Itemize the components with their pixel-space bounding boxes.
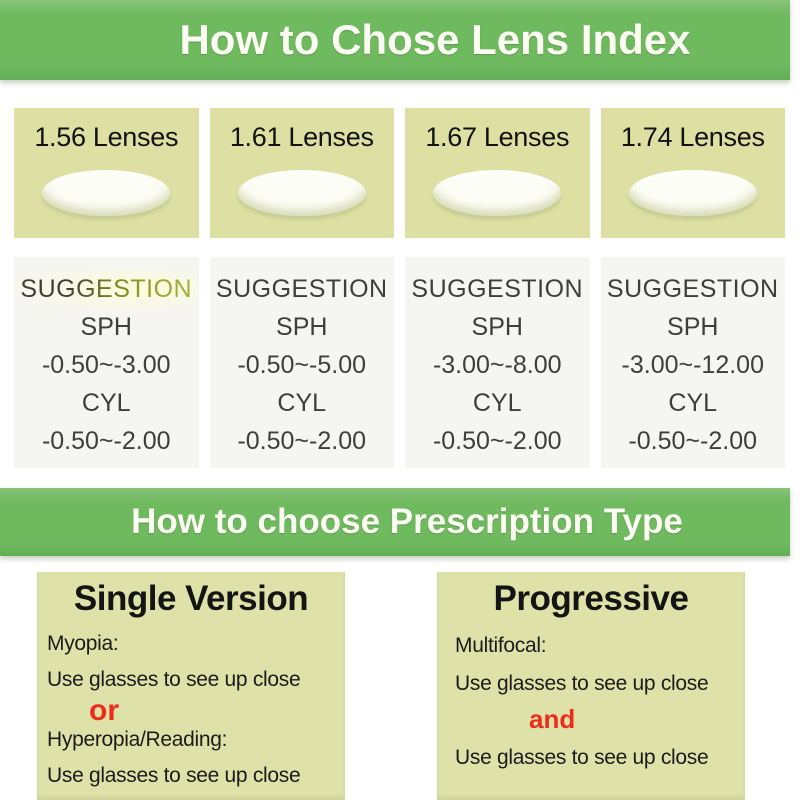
box-title: Progressive bbox=[493, 579, 689, 618]
lens-disc-image bbox=[238, 170, 366, 216]
lens-disc-image bbox=[629, 170, 757, 216]
connector-word-and: and bbox=[529, 704, 576, 734]
cyl-label: CYL bbox=[277, 389, 327, 417]
cyl-range: -0.50~-2.00 bbox=[237, 427, 367, 455]
lens-index-banner bbox=[0, 0, 790, 80]
suggestion-heading-text: SUGGESTION bbox=[20, 275, 193, 303]
suggestion-heading: SUGGESTION bbox=[215, 275, 388, 303]
condition-desc: Use glasses to see up close bbox=[47, 668, 301, 691]
lens-label: 1.56 Lenses bbox=[34, 122, 179, 152]
lens-label: 1.61 Lenses bbox=[229, 122, 374, 152]
condition-label-multifocal: Multifocal: bbox=[455, 634, 547, 657]
cyl-label: CYL bbox=[668, 389, 718, 417]
sph-range: -0.50~-5.00 bbox=[237, 351, 367, 379]
sph-label: SPH bbox=[276, 313, 328, 341]
box-title: Single Version bbox=[73, 579, 309, 618]
suggestion-table bbox=[14, 257, 785, 468]
cyl-range: -0.50~-2.00 bbox=[628, 427, 758, 455]
lens-option-156 bbox=[14, 108, 199, 238]
prescription-type-banner-title: How to choose Prescription Type bbox=[131, 502, 683, 541]
lens-label: 1.74 Lenses bbox=[620, 122, 765, 152]
sph-range: -3.00~-12.00 bbox=[621, 351, 764, 379]
cyl-range: -0.50~-2.00 bbox=[432, 427, 562, 455]
sph-label: SPH bbox=[667, 313, 719, 341]
cyl-range: -0.50~-2.00 bbox=[41, 427, 171, 455]
lens-label: 1.67 Lenses bbox=[425, 122, 570, 152]
prescription-box-progressive bbox=[437, 572, 745, 800]
lens-option-161 bbox=[210, 108, 395, 238]
suggestion-column-167 bbox=[405, 257, 590, 468]
cyl-label: CYL bbox=[81, 389, 131, 417]
sph-label: SPH bbox=[80, 313, 132, 341]
suggestion-column-161 bbox=[210, 257, 395, 468]
condition-desc: Use glasses to see up close bbox=[455, 672, 709, 695]
sph-label: SPH bbox=[471, 313, 523, 341]
lens-index-banner-title: How to Chose Lens Index bbox=[179, 16, 691, 63]
suggestion-column-174 bbox=[601, 257, 786, 468]
suggestion-heading: SUGGESTION bbox=[606, 275, 779, 303]
condition-desc: Use glasses to see up close bbox=[455, 746, 709, 769]
suggestion-heading: SUGGESTION bbox=[411, 275, 584, 303]
prescription-type-banner bbox=[0, 488, 790, 556]
suggestion-heading bbox=[14, 270, 198, 308]
cyl-label: CYL bbox=[472, 389, 522, 417]
suggestion-column-156 bbox=[14, 257, 199, 468]
prescription-box-single-version bbox=[37, 572, 345, 800]
condition-desc: Use glasses to see up close bbox=[47, 764, 301, 787]
lens-disc-image bbox=[433, 170, 561, 216]
lens-disc-image bbox=[42, 170, 170, 216]
lens-option-174 bbox=[601, 108, 786, 238]
sph-range: -0.50~-3.00 bbox=[41, 351, 171, 379]
lens-options-row bbox=[14, 108, 785, 238]
sph-range: -3.00~-8.00 bbox=[432, 351, 562, 379]
condition-label-myopia: Myopia: bbox=[47, 632, 119, 655]
condition-label-hyperopia: Hyperopia/Reading: bbox=[47, 728, 228, 751]
connector-word-or: or bbox=[89, 694, 119, 727]
lens-option-167 bbox=[405, 108, 590, 238]
